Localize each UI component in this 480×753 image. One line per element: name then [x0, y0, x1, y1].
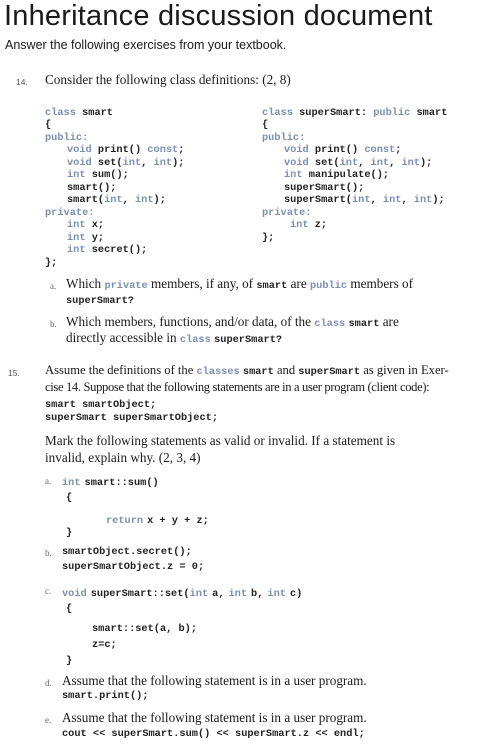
- code-line: {: [262, 119, 269, 131]
- code-15c-close-brace: }: [66, 655, 73, 667]
- code-line: int z;: [290, 219, 328, 231]
- exercise-15-mark-line2: invalid, explain why. (2, 3, 4): [45, 450, 201, 465]
- exercise-number-14: 14.: [16, 77, 28, 87]
- item-label-15c: c.: [45, 586, 52, 596]
- code-15c-open-brace: {: [66, 603, 73, 615]
- code-class-smart: [45, 94, 184, 282]
- code-line: void print() const;: [67, 144, 185, 156]
- code-line: public:: [262, 131, 306, 144]
- question-14a-line1: Which private members, if any, of smart are public members of: [66, 276, 413, 292]
- code-15a-signature: int smart::sum(): [62, 477, 159, 489]
- code-line: };: [45, 256, 58, 269]
- question-15e-text: Assume that the following statement is in a user program.: [62, 710, 367, 725]
- code-line: void print() const;: [284, 144, 402, 156]
- code-line: };: [262, 231, 275, 244]
- code-15b-line2: superSmartObject.z = 0;: [62, 561, 205, 573]
- code-15c-body2: z=c;: [92, 639, 117, 651]
- code-line: void set(int, int, int);: [284, 156, 433, 169]
- code-keyword: class: [45, 106, 76, 119]
- item-label-15e: e.: [45, 715, 52, 725]
- code-line: int y;: [67, 231, 105, 244]
- item-label-14a: a.: [50, 281, 57, 291]
- exercise-15-line2: cise 14. Suppose that the following statements are in a user program (client code):: [45, 380, 430, 394]
- code-line: superSmart(int, int, int);: [284, 194, 445, 206]
- code-line: public:: [45, 131, 89, 144]
- code-declaration-2: superSmart superSmartObject;: [45, 412, 219, 424]
- item-label-15a: a.: [45, 476, 52, 486]
- code-15b-line1: smartObject.secret();: [62, 546, 192, 558]
- code-15c-signature: void superSmart::set(int a, int b, int c): [62, 588, 303, 600]
- exercise-15-mark-line1: Mark the following statements as valid or invalid. If a statement is: [45, 433, 396, 448]
- document-subtitle: Answer the following exercises from your textbook.: [5, 38, 287, 52]
- code-declaration-1: smart smartObject;: [45, 399, 157, 411]
- code-15d: smart.print();: [62, 690, 149, 702]
- code-15c-body1: smart::set(a, b);: [92, 623, 198, 635]
- code-class-supersmart: [262, 94, 447, 257]
- code-line: void set(int, int);: [67, 156, 185, 169]
- code-line: smart();: [67, 181, 117, 194]
- item-label-15d: d.: [45, 678, 52, 688]
- code-line: class superSmart: public smart: [262, 106, 448, 119]
- code-line: int secret();: [67, 244, 148, 256]
- code-line: private:: [262, 206, 312, 219]
- item-label-14b: b.: [50, 319, 57, 329]
- code-line: private:: [45, 206, 95, 219]
- question-14b-line2: directly accessible in class superSmart?: [66, 330, 283, 346]
- question-14a-line2: superSmart?: [66, 295, 134, 307]
- exercise-14-prompt: Consider the following class definitions: (2, 8): [45, 72, 291, 87]
- code-15a-close-brace: }: [66, 527, 73, 539]
- question-14b-line1: Which members, functions, and/or data, of the class smart are: [66, 314, 399, 330]
- code-line: {: [45, 119, 52, 131]
- code-line: int x;: [67, 219, 105, 231]
- code-15a-return: return x + y + z;: [106, 515, 209, 527]
- code-15e: cout << superSmart.sum() << superSmart.z << endl;: [62, 728, 365, 740]
- code-line: int manipulate();: [284, 169, 390, 181]
- code-line: smart(int, int);: [67, 194, 166, 206]
- code-line: int sum();: [67, 169, 129, 181]
- exercise-number-15: 15.: [8, 368, 20, 378]
- question-15d-text: Assume that the following statement is in a user program.: [62, 673, 367, 688]
- document-title: Inheritance discussion document: [4, 0, 433, 32]
- exercise-15-line1: Assume the definitions of the classes smart and superSmart as given in Exer-: [45, 363, 449, 378]
- code-15a-open-brace: {: [66, 492, 73, 504]
- item-label-15b: b.: [45, 548, 52, 558]
- code-line: class smart: [45, 106, 113, 119]
- code-line: superSmart();: [284, 181, 365, 194]
